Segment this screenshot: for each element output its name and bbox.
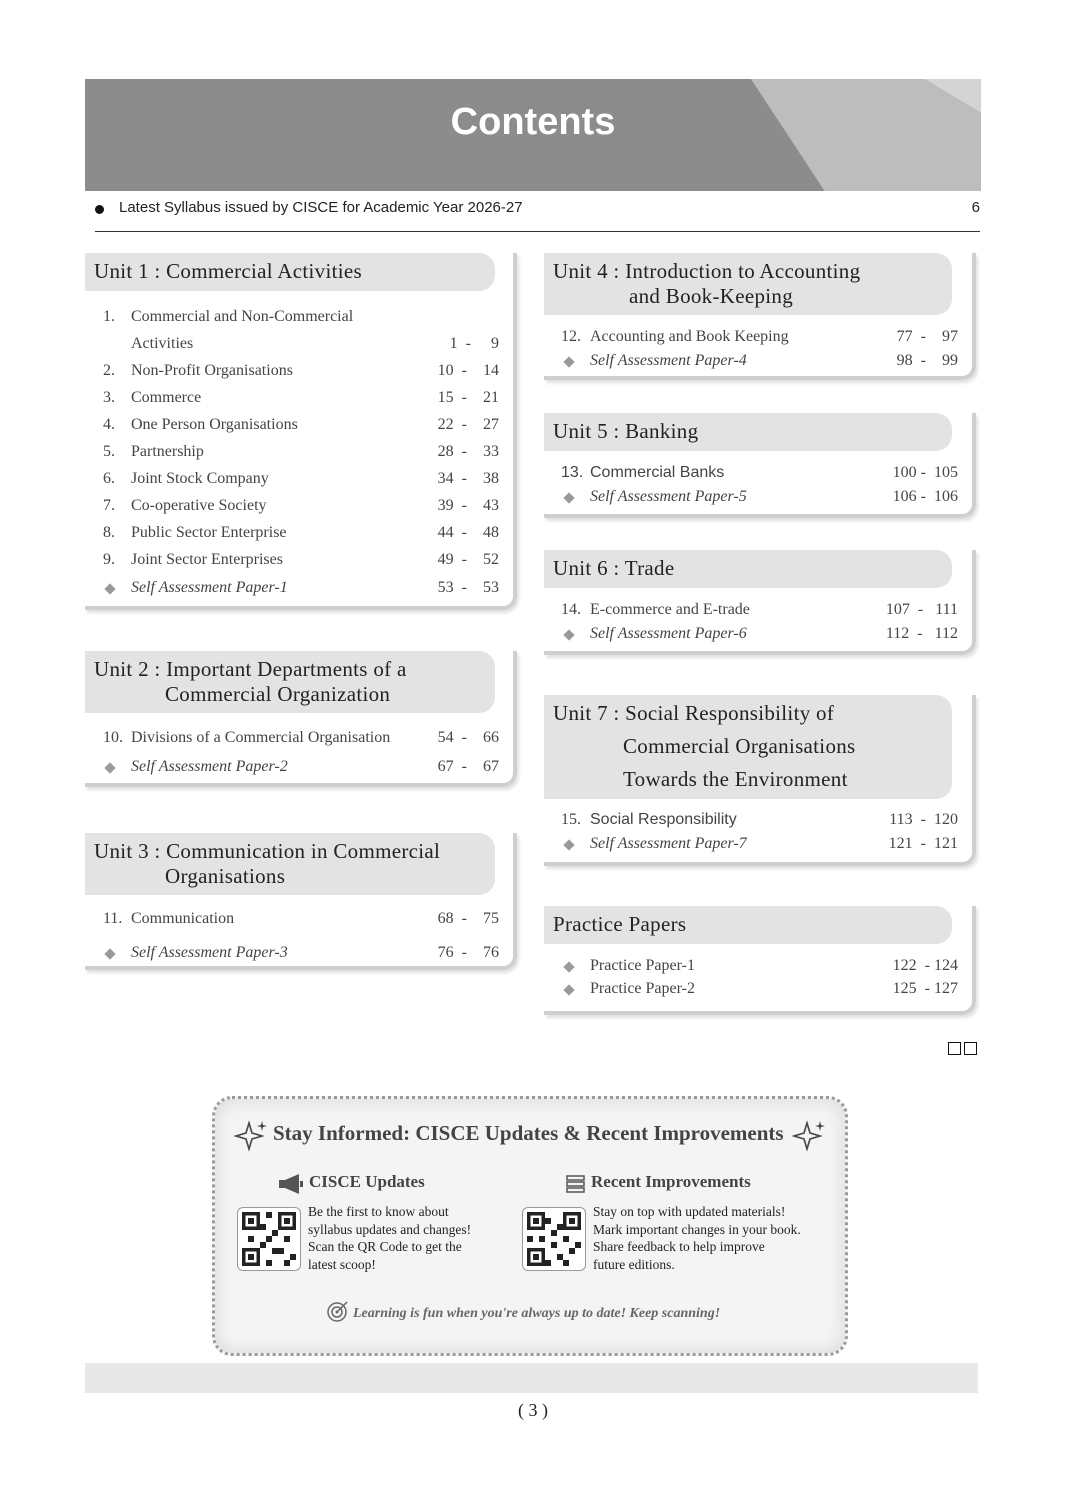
toc-item-communication[interactable]: Communication [131, 910, 235, 927]
toc-item-practice-paper-2[interactable]: Practice Paper-2 [590, 980, 695, 997]
cisce-updates-qr-code[interactable] [237, 1207, 301, 1271]
unit-5-card: Unit 5 : Banking 13. Commercial Banks 100 - 105 Self Assessment Paper-5 106 - 106 [544, 413, 976, 518]
page-title: Contents [450, 101, 616, 143]
stack-icon [565, 1173, 587, 1195]
info-box-motto: Learning is fun when you're always up to date! Keep scanning! [353, 1306, 721, 1321]
toc-item-opc[interactable]: One Person Organisations [131, 416, 298, 433]
end-mark-icon [948, 1042, 961, 1055]
toc-item-cooperative[interactable]: Co-operative Society [131, 497, 267, 514]
unit-4-heading: Unit 4 : Introduction to Accounting and Book-Keeping [544, 253, 952, 315]
cisce-updates-heading: CISCE Updates [309, 1172, 425, 1191]
footer-bar [85, 1363, 978, 1393]
toc-item-practice-paper-1[interactable]: Practice Paper-1 [590, 957, 695, 974]
toc-item-joint-stock[interactable]: Joint Stock Company [131, 470, 269, 487]
recent-improvements-text: Stay on top with updated materials! Mark important changes in your book. Share feedback to help improve future editions. [593, 1204, 801, 1272]
cisce-updates-text: Be the first to know about syllabus updates and changes! Scan the QR Code to get the latest scoop! [308, 1204, 472, 1272]
unit-2-heading: Unit 2 : Important Departments of a Commercial Organization [85, 651, 495, 713]
unit-5-heading: Unit 5 : Banking [544, 413, 952, 451]
recent-improvements-heading: Recent Improvements [591, 1172, 751, 1191]
unit-6-heading: Unit 6 : Trade [544, 550, 952, 588]
sparkle-icon [791, 1119, 827, 1153]
unit-3-card: Unit 3 : Communication in Commercial Organisations 11. Communication 68 - 75 Self Assessment Paper-3 76 - 76 [85, 833, 517, 970]
toc-item-non-profit[interactable]: Non-Profit Organisations [131, 362, 293, 379]
contents-banner [85, 79, 981, 191]
toc-item-commercial-banks[interactable]: Commercial Banks [590, 464, 725, 481]
toc-item-commerce[interactable]: Commerce [131, 389, 202, 406]
toc-item-sap-1[interactable]: Self Assessment Paper-1 [131, 579, 288, 596]
recent-improvements-qr-code[interactable] [522, 1207, 586, 1271]
unit-1-card: Unit 1 : Commercial Activities 1. Commercial and Non-Commercial Activities 1 - 9 2. Non-Profit Organisations 10 - 14 3. Commerce 15 - 21 4. One Person Organisations 22 - 27 5. Partnership 28 - 33 6. Joint Stock Company 34 - 38 7. Co-operative Society 39 - 43 8. Public Sector Enterprise 44 - 48 9. Joint Sector Enterprises 49 - 52 Self Assessment Paper-1 53 - 53 [85, 253, 517, 610]
toc-item-sap-2[interactable]: Self Assessment Paper-2 [131, 758, 288, 775]
toc-item-sap-7[interactable]: Self Assessment Paper-7 [590, 835, 747, 852]
toc-item-sap-5[interactable]: Self Assessment Paper-5 [590, 488, 747, 505]
toc-item-public-sector[interactable]: Public Sector Enterprise [131, 524, 287, 541]
toc-item-social-responsibility[interactable]: Social Responsibility [590, 811, 737, 828]
practice-papers-card: Practice Papers Practice Paper-1 122 - 124 Practice Paper-2 125 - 127 [544, 906, 976, 1015]
toc-item-divisions[interactable]: Divisions of a Commercial Organisation [131, 729, 391, 746]
toc-item-sap-3[interactable]: Self Assessment Paper-3 [131, 944, 288, 961]
toc-item-partnership[interactable]: Partnership [131, 443, 204, 460]
syllabus-entry[interactable] [95, 199, 980, 232]
toc-item-sap-4[interactable]: Self Assessment Paper-4 [590, 352, 747, 369]
unit-1-heading: Unit 1 : Commercial Activities [85, 253, 495, 291]
toc-item-commercial-activities[interactable]: Commercial and Non-Commercial [131, 308, 354, 325]
info-box-title: Stay Informed: CISCE Updates & Recent Improvements [273, 1121, 784, 1145]
practice-papers-heading: Practice Papers [544, 906, 952, 944]
updates-info-box [212, 1096, 848, 1356]
unit-7-heading: Unit 7 : Social Responsibility of Commercial Organisations Towards the Environment [544, 695, 952, 799]
unit-2-card: Unit 2 : Important Departments of a Commercial Organization 10. Divisions of a Commercial Organisation 54 - 66 Self Assessment Paper-2 67 - 67 [85, 651, 517, 787]
unit-6-card: Unit 6 : Trade 14. E-commerce and E-trade 107 - 111 Self Assessment Paper-6 112 - 112 [544, 550, 976, 655]
unit-4-card: Unit 4 : Introduction to Accounting and Book-Keeping 12. Accounting and Book Keeping 77 - 97 Self Assessment Paper-4 98 - 99 [544, 253, 976, 380]
syllabus-page: 6 [971, 199, 980, 216]
target-icon [326, 1299, 350, 1323]
toc-item-joint-sector[interactable]: Joint Sector Enterprises [131, 551, 283, 568]
unit-7-card: Unit 7 : Social Responsibility of Commercial Organisations Towards the Environment 15. Social Responsibility 113 - 120 Self Assessment Paper-7 121 - 121 [544, 695, 976, 866]
bullet-icon [95, 205, 104, 214]
sparkle-icon [233, 1119, 269, 1153]
page-number: ( 3 ) [518, 1400, 548, 1420]
syllabus-label: Latest Syllabus issued by CISCE for Academic Year 2026-27 [119, 199, 523, 216]
toc-item-sap-6[interactable]: Self Assessment Paper-6 [590, 625, 747, 642]
toc-item-accounting[interactable]: Accounting and Book Keeping [590, 328, 789, 345]
megaphone-icon [277, 1173, 305, 1195]
unit-3-heading: Unit 3 : Communication in Commercial Organisations [85, 833, 495, 895]
end-mark-icon [964, 1042, 977, 1055]
toc-item-ecommerce[interactable]: E-commerce and E-trade [590, 601, 750, 618]
